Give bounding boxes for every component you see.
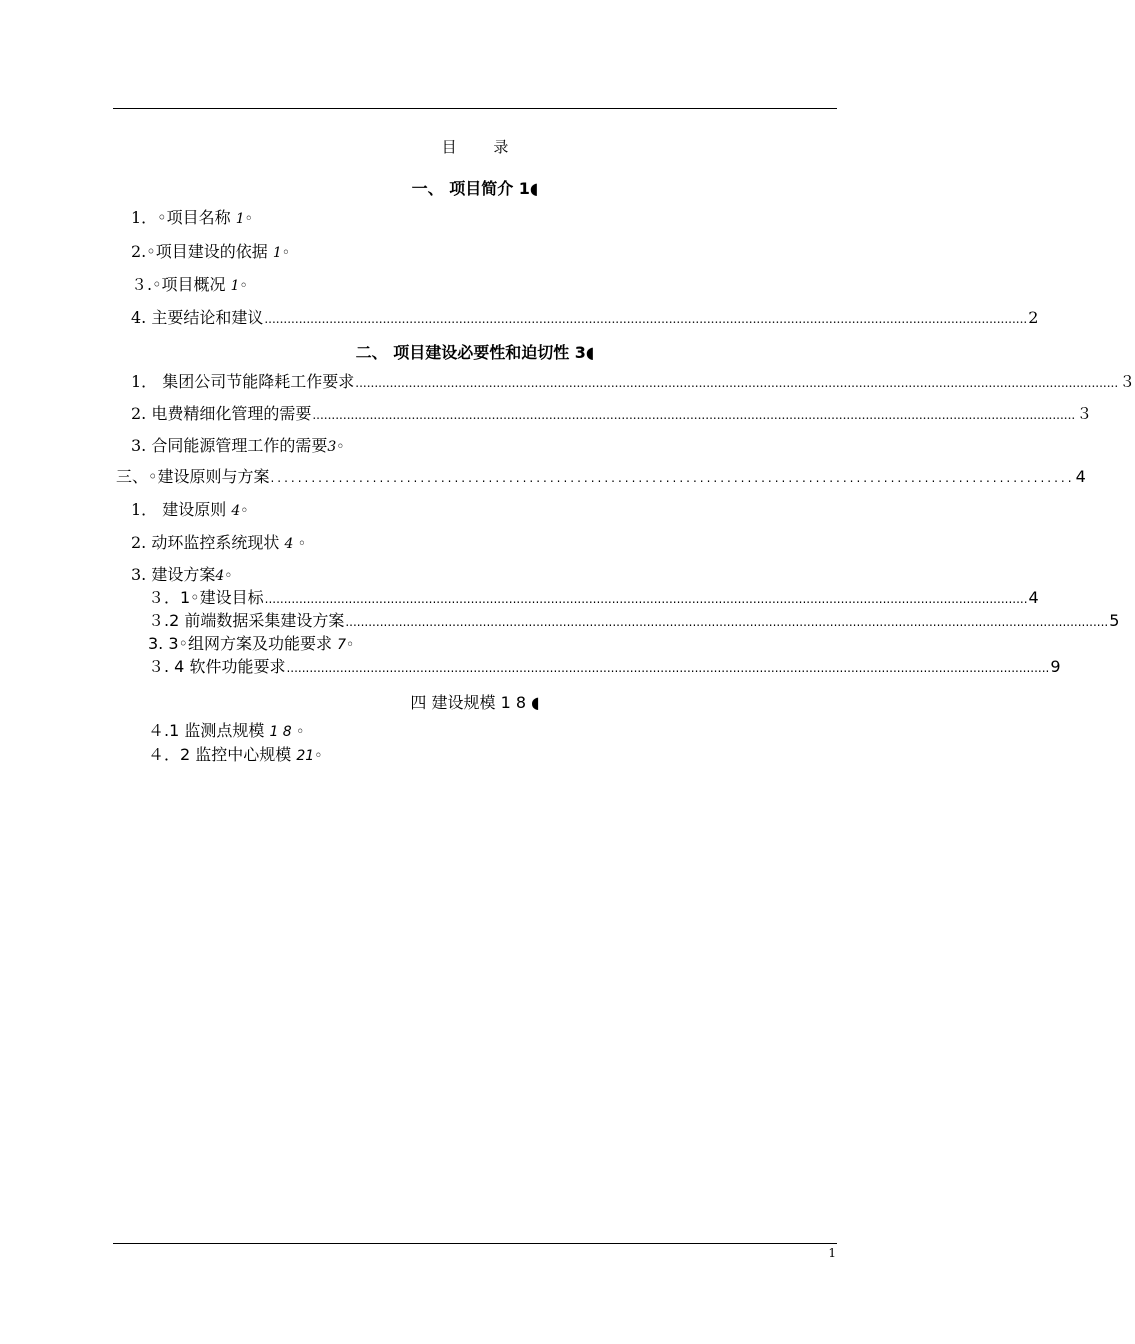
toc-entry-1-2[interactable]: 2.◦项目建设的依据 1◦ [131,242,290,261]
toc-entry-3-3[interactable]: 3. 建设方案4◦ [131,565,233,584]
dot-leader: ........................................................................................................................................................................................................ [312,408,1076,422]
toc-entry-1-4[interactable]: 4. 主要结论和建议 ........................................................................................................................................................................................................ 2 [131,308,1039,327]
paragraph-mark-icon: ◖ [585,343,595,362]
dot-leader: ........................................................................................................................................................................................................ [264,592,1028,606]
paragraph-mark-icon: ◖ [531,693,540,712]
section-heading-3[interactable]: 三、◦建设原则与方案 ...................................................................................................................... 4 [116,467,1086,486]
section-heading-1[interactable]: 一、 项目简介 1◖ [411,179,539,198]
toc-entry-1-1[interactable]: 1．◦项目名称 1◦ [131,208,253,227]
toc-entry-2-3[interactable]: 3. 合同能源管理工作的需要3◦ [131,436,345,455]
dot-leader: ........................................................................................................................................................................................................ [345,615,1109,629]
section-heading-2[interactable]: 二、 项目建设必要性和迫切性 3◖ [355,343,595,362]
toc-entry-3-1[interactable]: 1． 建设原则 4◦ [131,500,249,519]
toc-entry-2-1[interactable]: 1． 集团公司节能降耗工作要求 ........................................................................................................................................................................................................ ３ [131,372,1135,391]
toc-entry-3-3-1[interactable]: ３．1◦建设目标 ........................................................................................................................................................................................................ 4 [148,588,1039,607]
footer-rule [113,1243,837,1244]
section-heading-4[interactable]: 四 建设规模 1 8 ◖ [410,693,540,712]
dot-leader: ........................................................................................................................................................................................................ [264,312,1028,326]
dot-leader: ...................................................................................................................... [270,471,1075,485]
toc-entry-1-3[interactable]: ３.◦项目概况 1◦ [131,275,248,294]
header-rule [113,108,837,109]
toc-title: 目 录 [441,138,525,156]
toc-entry-4-2[interactable]: ４．2 监控中心规模 21◦ [148,745,323,764]
toc-entry-3-3-3[interactable]: 3. 3◦组网方案及功能要求 7◦ [148,634,355,653]
toc-entry-4-1[interactable]: ４.1 监测点规模 1 8 ◦ [148,721,305,740]
toc-entry-2-2[interactable]: 2. 电费精细化管理的需要 ........................................................................................................................................................................................................ ３ [131,404,1093,423]
dot-leader: ........................................................................................................................................................................................................ [286,661,1050,675]
page-number: 1 [828,1246,836,1260]
toc-entry-3-2[interactable]: 2. 动环监控系统现状 4 ◦ [131,533,307,552]
toc-entry-3-3-2[interactable]: ３.2 前端数据采集建设方案 ........................................................................................................................................................................................................ 5 [148,611,1120,630]
paragraph-mark-icon: ◖ [529,179,539,198]
dot-leader: ........................................................................................................................................................................................................ [355,376,1119,390]
toc-entry-3-3-4[interactable]: ３. 4 软件功能要求 ........................................................................................................................................................................................................ 9 [148,657,1061,676]
